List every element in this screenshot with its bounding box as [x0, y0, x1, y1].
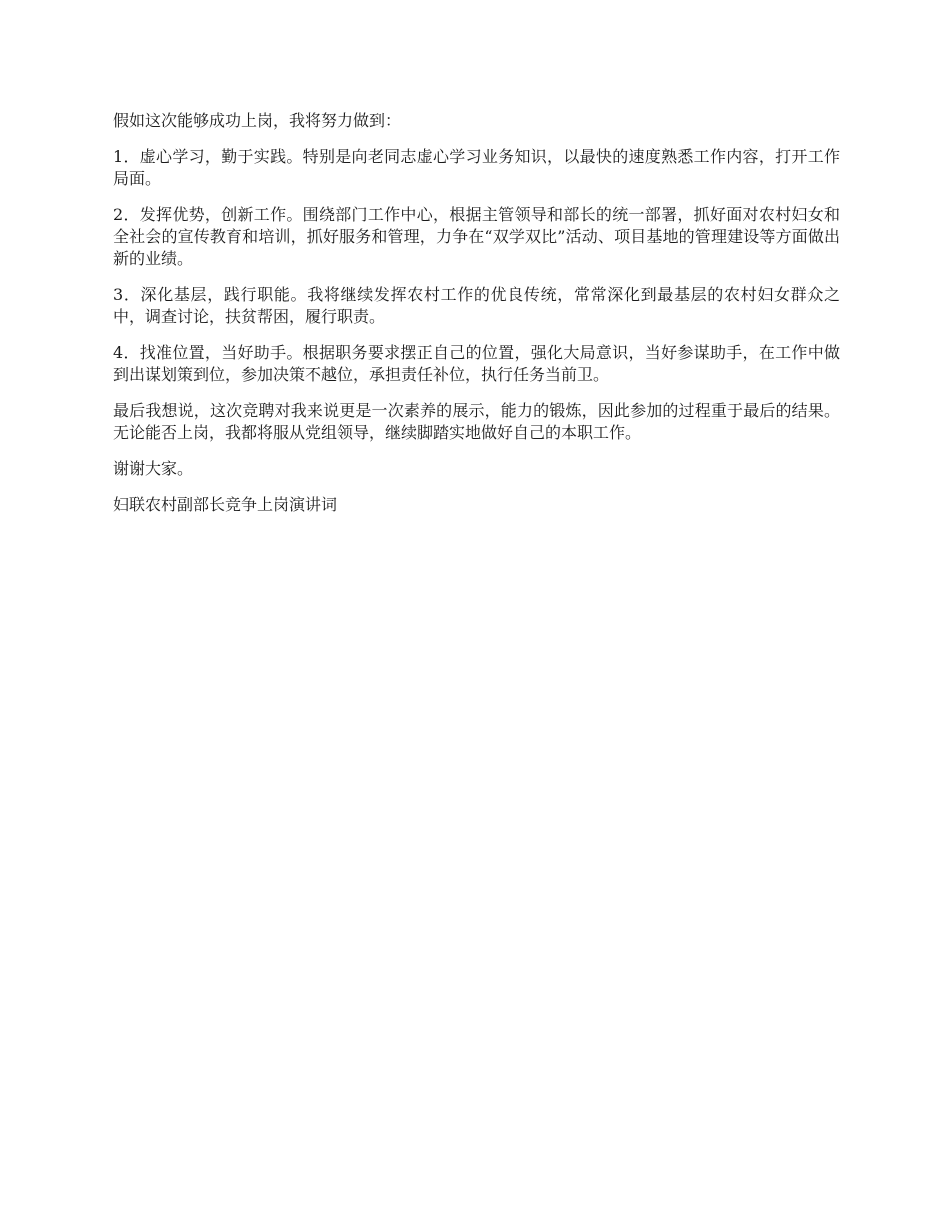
- thanks-paragraph: 谢谢大家。: [113, 459, 194, 478]
- point-1-paragraph: 1．虚心学习，勤于实践。特别是向老同志虚心学习业务知识，以最快的速度熟悉工作内容，打开工作局面。: [113, 147, 840, 188]
- closing-paragraph: 最后我想说，这次竞聘对我来说更是一次素养的展示，能力的锻炼，因此参加的过程重于最后的结果。无论能否上岗，我都将服从党组领导，继续脚踏实地做好自己的本职工作。: [113, 401, 840, 442]
- point-4-paragraph: 4．找准位置，当好助手。根据职务要求摆正自己的位置，强化大局意识，当好参谋助手，在工作中做到出谋划策到位，参加决策不越位，承担责任补位，执行任务当前卫。: [113, 343, 840, 384]
- document-title-line: 妇联农村副部长竞争上岗演讲词: [113, 495, 338, 514]
- point-2-paragraph: 2．发挥优势，创新工作。围绕部门工作中心，根据主管领导和部长的统一部署，抓好面对农村妇女和全社会的宣传教育和培训，抓好服务和管理，力争在“双学双比”活动、项目基地的管理建设等方面做出新的业绩。: [113, 205, 840, 268]
- intro-paragraph: 假如这次能够成功上岗，我将努力做到：: [113, 111, 402, 130]
- point-3-paragraph: 3．深化基层，践行职能。我将继续发挥农村工作的优良传统，常常深化到最基层的农村妇女群众之中，调查讨论，扶贫帮困，履行职责。: [113, 285, 840, 326]
- document-body: [113, 110, 840, 516]
